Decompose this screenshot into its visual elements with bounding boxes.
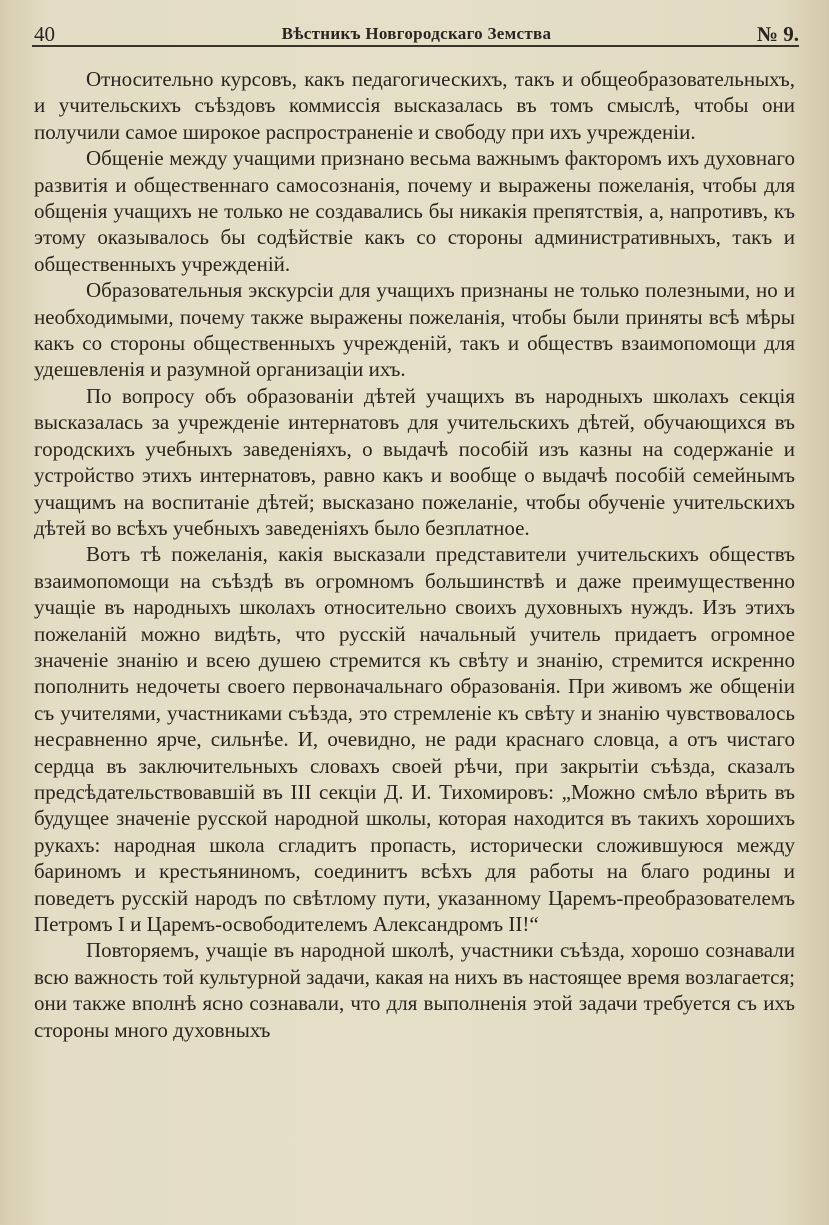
page-number: 40	[34, 22, 55, 46]
page-header	[34, 18, 799, 46]
paragraph: Повторяемъ, учащіе въ народной школѣ, участники съѣзда, хорошо сознавали всю важность той культурной задачи, какая на нихъ въ настоящее время возлагается; они также вполнѣ ясно сознавали, что для выполненія этой задачи требуется съ ихъ стороны много духовныхъ	[34, 938, 795, 1042]
issue-number: № 9.	[756, 22, 799, 46]
paragraph: Относительно курсовъ, какъ педагогическихъ, такъ и общеобразовательныхъ, и учительскихъ съѣздовъ коммиссія высказалась въ томъ смыслѣ, чтобы они получили самое широкое распространеніе и свободу при ихъ учрежденіи.	[34, 67, 795, 144]
article-body	[34, 66, 795, 1043]
paragraph: Вотъ тѣ пожеланія, какія высказали представители учительскихъ обществъ взаимопомощи на съѣздѣ въ огромномъ большинствѣ и даже преимущественно учащіе въ народныхъ школахъ относительно своихъ духовныхъ нуждъ. Изъ этихъ пожеланій можно видѣть, что русскій начальный учитель придаетъ огромное значеніе знанію и всею душею стремится къ свѣту и знанію, стремится искренно пополнить недочеты своего первоначальнаго образованія. При живомъ же общеніи съ учителями, участниками съѣзда, это стремленіе къ свѣту и знанію чувствовалось несравненно ярче, сильнѣе. И, очевидно, не ради краснаго словца, а отъ чистаго сердца въ заключительныхъ словахъ своей рѣчи, при закрытіи съѣзда, сказалъ предсѣдательствовавшій въ III секціи Д. И. Тихомировъ: „Можно смѣло вѣрить въ будущее значеніе русской народной школы, которая находится въ такихъ хорошихъ рукахъ: народная школа сгладитъ пропасть, исторически сложившуюся между бариномъ и крестьяниномъ, соединитъ всѣхъ для работы на благо родины и поведетъ русскій народъ по свѣтлому пути, указанному Царемъ-преобразователемъ Петромъ I и Царемъ-освободителемъ Александромъ II!“	[34, 542, 795, 936]
header-rule	[32, 45, 799, 47]
paragraph: Образовательныя экскурсіи для учащихъ признаны не только полезными, но и необходимыми, почему также выражены пожеланія, чтобы были приняты всѣ мѣры какъ со стороны общественныхъ учрежденій, такъ и обществъ взаимопомощи для удешевленія и разумной организаціи ихъ.	[34, 278, 795, 382]
journal-title: Вѣстникъ Новгородскаго Земства	[281, 24, 552, 43]
paragraph: Общеніе между учащими признано весьма важнымъ факторомъ ихъ духовнаго развитія и общественнаго самосознанія, почему и выражены пожеланія, чтобы для общенія учащихъ не только не создавались бы никакія препятствія, а, напротивъ, къ этому оказывалось бы содѣйствіе какъ со стороны административныхъ, такъ и общественныхъ учрежденій.	[34, 146, 795, 276]
paragraph: По вопросу объ образованіи дѣтей учащихъ въ народныхъ школахъ секція высказалась за учрежденіе интернатовъ для учительскихъ дѣтей, обучающихся въ городскихъ учебныхъ заведеніяхъ, о выдачѣ пособій изъ казны на содержаніе и устройство этихъ интернатовъ, равно какъ и вообще о выдачѣ пособій семейнымъ учащимъ на воспитаніе дѣтей; высказано пожеланіе, чтобы обученіе учительскихъ дѣтей во всѣхъ учебныхъ заведеніяхъ было безплатное.	[34, 383, 795, 540]
